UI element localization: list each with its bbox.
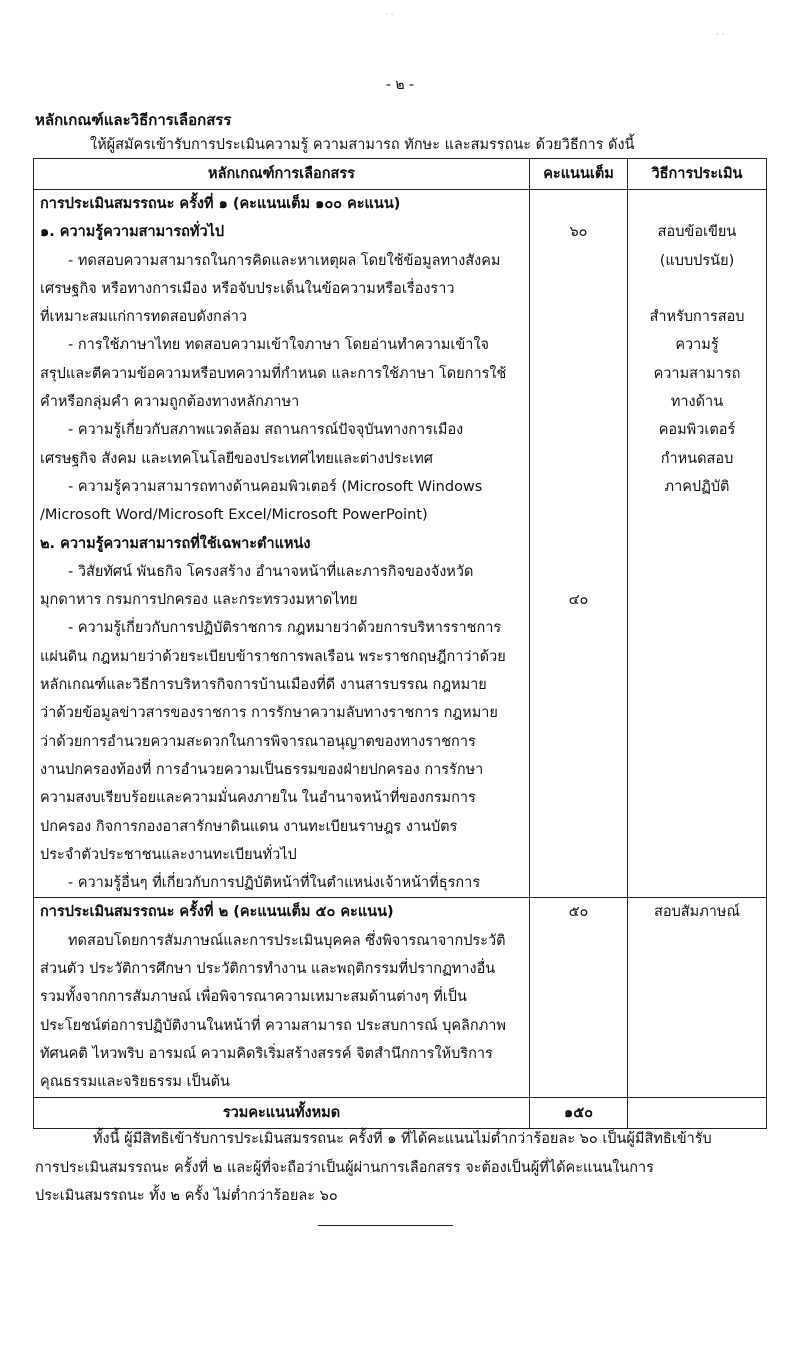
- sub1-line: - ความรู้ความสามารถทางด้านคอมพิวเตอร์ (Microsoft Windows: [68, 478, 483, 495]
- sub1-line: เศรษฐกิจ สังคม และเทคโนโลยีของประเทศไทยและต่างประเทศ: [40, 450, 433, 467]
- method-line: ความรู้: [675, 337, 719, 354]
- sub2-line: - ความรู้อื่นๆ ที่เกี่ยวกับการปฏิบัติหน้าที่ในตำแหน่งเจ้าหน้าที่ธุรการ: [68, 875, 481, 892]
- footer-paragraph: [35, 1125, 765, 1211]
- part2-heading: การประเมินสมรรถนะ ครั้งที่ ๒ (คะแนนเต็ม ๕๐ คะแนน): [40, 904, 394, 921]
- table-header-row: [34, 159, 767, 190]
- part2-line: ส่วนตัว ประวัติการศึกษา ประวัติการทำงาน และพฤติกรรมที่ปรากฏทางอื่น: [40, 961, 496, 978]
- sub1-score: ๖๐: [569, 224, 588, 241]
- table-row: [34, 190, 767, 898]
- part2-method-cell: [628, 898, 767, 1097]
- footer-line: การประเมินสมรรถนะ ครั้งที่ ๒ และผู้ที่จะถือว่าเป็นผู้ผ่านการเลือกสรร จะต้องเป็นผู้ที่ได้คะแนนในการ: [35, 1159, 654, 1176]
- method-line: ทางด้าน: [670, 394, 724, 411]
- part1-criteria-cell: [34, 190, 530, 898]
- sub2-line: หลักเกณฑ์และวิธีการบริหารกิจการบ้านเมืองที่ดี งานสารบรรณ กฎหมาย: [40, 677, 487, 694]
- sub1-line: /Microsoft Word/Microsoft Excel/Microsoft PowerPoint): [40, 507, 428, 524]
- part2-score: ๕๐: [568, 904, 589, 921]
- sub1-line: - ทดสอบความสามารถในการคิดและหาเหตุผล โดยใช้ข้อมูลทางสังคม: [68, 252, 501, 269]
- method-line: กำหนดสอบ: [660, 450, 734, 467]
- section-title: หลักเกณฑ์และวิธีการเลือกสรร: [35, 111, 232, 129]
- total-empty-cell: [628, 1097, 767, 1128]
- method-line: [634, 275, 760, 303]
- part1-score-cell: [530, 190, 628, 898]
- end-divider: [318, 1225, 453, 1226]
- sub2-line: ประจำตัวประชาชนและงานทะเบียนทั่วไป: [40, 846, 297, 863]
- method-line: ความสามารถ: [653, 365, 741, 382]
- part2-line: ทดสอบโดยการสัมภาษณ์และการประเมินบุคคล ซึ่งพิจารณาจากประวัติ: [68, 932, 506, 949]
- part1-method-cell: [628, 190, 767, 898]
- method-line: สอบข้อเขียน: [657, 224, 737, 241]
- sub1-line: สรุปและตีความข้อความหรือบทความที่กำหนด และการใช้ภาษา โดยการใช้: [40, 365, 507, 382]
- scan-specks: · ·: [716, 30, 725, 40]
- sub2-line: ว่าด้วยข้อมูลข่าวสารของราชการ การรักษาความลับทางราชการ กฎหมาย: [40, 705, 498, 722]
- sub2-line: งานปกครองท้องที่ การอำนวยความเป็นธรรมของฝ่ายปกครอง การรักษา: [40, 761, 484, 778]
- header-method: วิธีการประเมิน: [628, 159, 767, 190]
- scan-specks: · ·: [385, 10, 394, 20]
- part2-method: สอบสัมภาษณ์: [654, 904, 740, 921]
- page-number: - ๒ -: [385, 77, 415, 93]
- sub1-line: - ความรู้เกี่ยวกับสภาพแวดล้อม สถานการณ์ปัจจุบันทางการเมือง: [68, 422, 464, 439]
- sub1-line: คำหรือกลุ่มคำ ความถูกต้องทางหลักภาษา: [40, 394, 300, 411]
- sub2-line: ว่าด้วยการอำนวยความสะดวกในการพิจารณาอนุญาตของทางราชการ: [40, 733, 476, 750]
- sub2-line: แผ่นดิน กฎหมายว่าด้วยระเบียบข้าราชการพลเรือน พระราชกฤษฎีกาว่าด้วย: [40, 648, 506, 665]
- header-full-score: คะแนนเต็ม: [530, 159, 628, 190]
- part2-score-cell: [530, 898, 628, 1097]
- total-label: รวมคะแนนทั้งหมด: [34, 1097, 530, 1128]
- total-row: [34, 1097, 767, 1128]
- sub1-title: ๑. ความรู้ความสามารถทั่วไป: [40, 224, 225, 241]
- sub2-line: - วิสัยทัศน์ พันธกิจ โครงสร้าง อำนาจหน้าที่และภารกิจของจังหวัด: [68, 563, 474, 580]
- part2-criteria-cell: [34, 898, 530, 1097]
- part1-heading: การประเมินสมรรถนะ ครั้งที่ ๑ (คะแนนเต็ม ๑๐๐ คะแนน): [40, 196, 401, 212]
- method-line: (แบบปรนัย): [659, 252, 735, 269]
- sub2-line: มุกดาหาร กรมการปกครอง และกระทรวงมหาดไทย: [40, 592, 358, 609]
- sub2-score: ๔๐: [568, 592, 589, 609]
- part2-line: รวมทั้งจากการสัมภาษณ์ เพื่อพิจารณาความเหมาะสมด้านต่างๆ ที่เป็น: [40, 989, 467, 1006]
- method-line: สำหรับการสอบ: [649, 309, 745, 326]
- footer-line: ประเมินสมรรถนะ ทั้ง ๒ ครั้ง ไม่ต่ำกว่าร้อยละ ๖๐: [35, 1188, 338, 1204]
- sub1-line: ที่เหมาะสมแก่การทดสอบดังกล่าว: [40, 309, 247, 326]
- sub2-line: ความสงบเรียบร้อยและความมั่นคงภายใน ในอำนาจหน้าที่ของกรมการ: [40, 790, 476, 807]
- criteria-table: [33, 158, 767, 1129]
- intro-text: ให้ผู้สมัครเข้ารับการประเมินความรู้ ความสามารถ ทักษะ และสมรรถนะ ด้วยวิธีการ ดังนี้: [90, 137, 635, 153]
- sub2-line: - ความรู้เกี่ยวกับการปฏิบัติราชการ กฎหมายว่าด้วยการบริหารราชการ: [68, 620, 502, 637]
- sub2-line: ปกครอง กิจการกองอาสารักษาดินแดน งานทะเบียนราษฎร งานบัตร: [40, 818, 458, 835]
- table-row: [34, 898, 767, 1097]
- sub1-line: - การใช้ภาษาไทย ทดสอบความเข้าใจภาษา โดยอ่านทำความเข้าใจ: [68, 337, 489, 354]
- total-score: ๑๕๐: [530, 1097, 628, 1128]
- method-line: คอมพิวเตอร์: [658, 422, 736, 439]
- part2-line: ประโยชน์ต่อการปฏิบัติงานในหน้าที่ ความสามารถ ประสบการณ์ บุคลิกภาพ: [40, 1017, 506, 1034]
- part2-line: คุณธรรมและจริยธรรม เป็นต้น: [40, 1074, 230, 1091]
- part2-line: ทัศนคติ ไหวพริบ อารมณ์ ความคิดริเริ่มสร้างสรรค์ จิตสำนึกการให้บริการ: [40, 1045, 493, 1062]
- header-criteria: หลักเกณฑ์การเลือกสรร: [34, 159, 530, 190]
- sub2-title: ๒. ความรู้ความสามารถที่ใช้เฉพาะตำแหน่ง: [40, 535, 311, 552]
- footer-line: ทั้งนี้ ผู้มีสิทธิเข้ารับการประเมินสมรรถนะ ครั้งที่ ๑ ที่ได้คะแนนไม่ต่ำกว่าร้อยละ ๖๐ เป็นผู้มีสิทธิเข้ารับ: [93, 1131, 712, 1147]
- method-line: ภาคปฏิบัติ: [664, 478, 730, 495]
- sub1-line: เศรษฐกิจ หรือทางการเมือง หรือจับประเด็นในข้อความหรือเรื่องราว: [40, 280, 455, 297]
